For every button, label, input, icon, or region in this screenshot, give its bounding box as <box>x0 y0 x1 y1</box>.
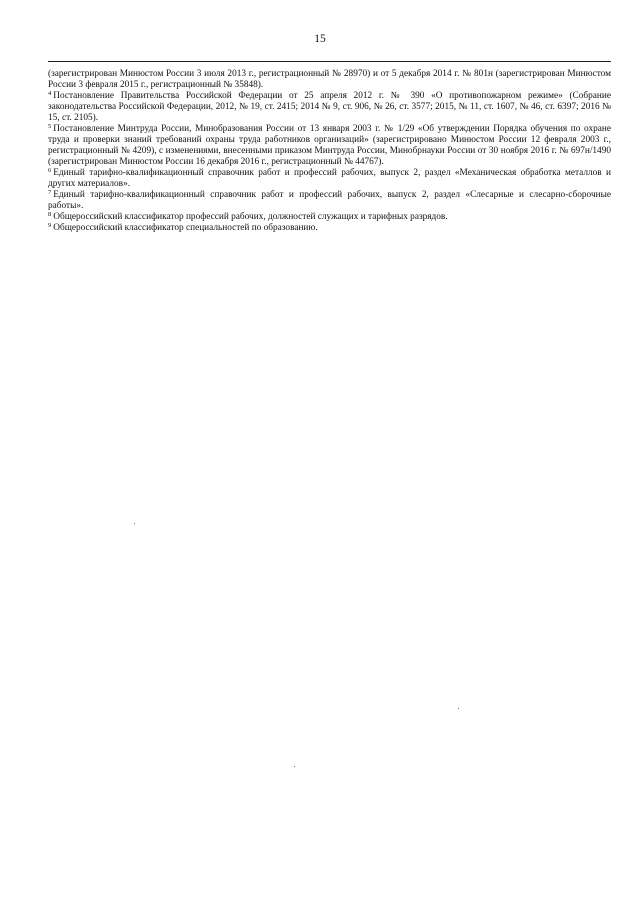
scan-speck <box>134 523 135 524</box>
footnote-text: Общероссийский классификатор профессий рабочих, должностей служащих и тарифных разрядов. <box>53 212 448 222</box>
footnote-text: Единый тарифно-квалификационный справочник работ и профессий рабочих, выпуск 2, раздел «Слесарные и слесарно-сборочные работы». <box>48 190 611 211</box>
footnote-4 <box>48 91 611 124</box>
footnote-separator <box>48 61 611 62</box>
footnote-5 <box>48 124 611 168</box>
footnote-6 <box>48 168 611 190</box>
footnote-9 <box>48 223 611 234</box>
footnote-text: Постановление Минтруда России, Минобразования России от 13 января 2003 г. № 1/29 «Об утверждении Порядка обучения по охране труда и проверки знаний требований охраны труда работников организаций» (зарегистрировано Минюстом России 12 февраля 2003 г., регистрационный № 4209), с изменениями, внесенными приказом Минтруда России, Минобрнауки России от 30 ноября 2016 г. № 697н/1490 (зарегистрирован Минюстом России 16 декабря 2016 г., регистрационный № 44767). <box>48 124 611 167</box>
footnote-text: (зарегистрирован Минюстом России 3 июля 2013 г., регистрационный № 28970) и от 5 декабря 2014 г. № 801н (зарегистрирован Минюстом России 3 февраля 2015 г., регистрационный № 35848). <box>48 69 611 90</box>
scan-speck <box>458 708 459 709</box>
footnotes-block <box>48 69 611 234</box>
footnote-text: Общероссийский классификатор специальностей по образованию. <box>53 223 318 233</box>
footnote-text: Постановление Правительства Российской Федерации от 25 апреля 2012 г. № 390 «О противопожарном режиме» (Собрание законодательства Российской Федерации, 2012, № 19, ст. 2415; 2014 № 9, ст. 906, № 26, ст. 3577; 2015, № 11, ст. 1607, № 46, ст. 6397; 2016 № 15, ст. 2105). <box>48 91 611 123</box>
footnote-text: Единый тарифно-квалификационный справочник работ и профессий рабочих, выпуск 2, раздел «Механическая обработка металлов и других материалов». <box>48 168 611 189</box>
footnote-marker: 7 <box>48 189 52 196</box>
footnote-marker: 9 <box>48 222 52 229</box>
footnote-7 <box>48 190 611 212</box>
footnote-marker: 6 <box>48 167 52 174</box>
footnote-marker: 8 <box>48 211 52 218</box>
scan-speck <box>294 766 295 767</box>
footnote-continuation <box>48 69 611 91</box>
page-number: 15 <box>314 33 326 45</box>
footnote-8 <box>48 212 611 223</box>
footnote-marker: 4 <box>48 90 52 97</box>
footnote-marker: 5 <box>48 123 52 130</box>
